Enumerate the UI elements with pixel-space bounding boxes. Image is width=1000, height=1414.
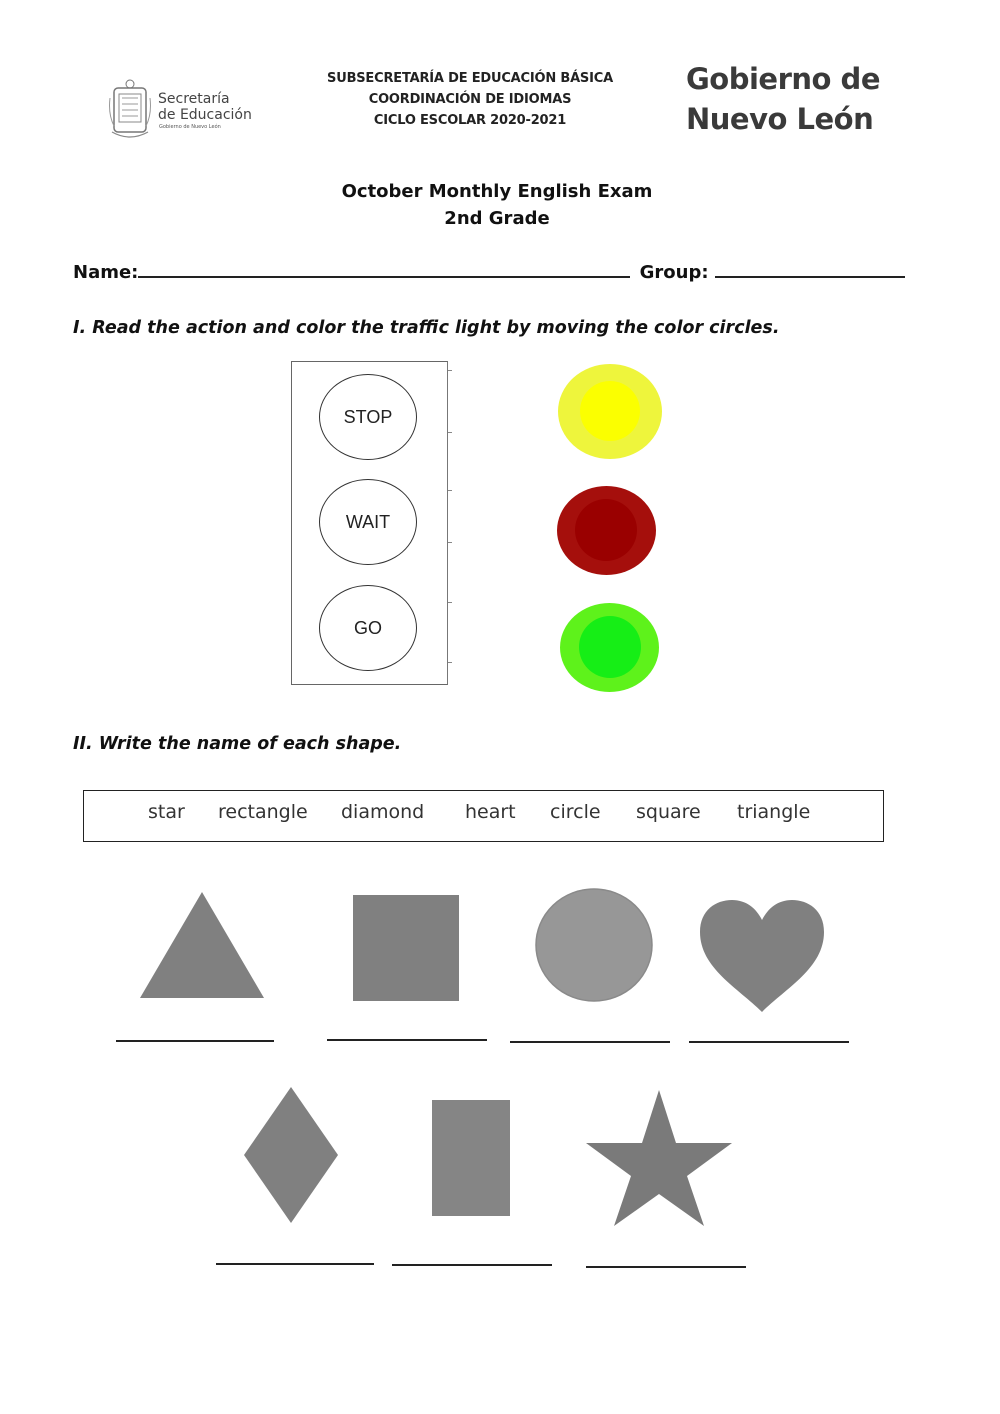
answer-line-triangle[interactable]	[116, 1040, 274, 1042]
red-color-circle[interactable]	[557, 486, 656, 575]
heart-shape	[698, 898, 826, 1014]
lamp-stop[interactable]	[319, 374, 417, 460]
group-label: Group:	[639, 262, 709, 283]
word-bank-item[interactable]: circle	[550, 801, 601, 823]
tick-mark	[448, 602, 452, 603]
answer-line-star[interactable]	[586, 1266, 746, 1268]
red-circle-inner	[575, 499, 637, 561]
green-circle-inner	[579, 616, 641, 678]
triangle-shape	[138, 890, 266, 1002]
word-bank-item[interactable]: star	[148, 801, 185, 823]
circle-shape	[534, 887, 654, 1003]
name-field[interactable]	[138, 262, 630, 278]
green-color-circle[interactable]	[560, 603, 659, 692]
yellow-color-circle[interactable]	[558, 364, 662, 459]
exam-title: October Monthly English Exam	[341, 181, 653, 202]
secretaria-label-line2: de Educación	[158, 107, 252, 123]
tick-mark	[448, 662, 452, 663]
square-shape	[352, 894, 460, 1002]
section1-instruction: I. Read the action and color the traffic light by moving the color circles.	[73, 318, 780, 338]
word-bank-item[interactable]: heart	[465, 801, 516, 823]
name-label: Name:	[73, 262, 139, 283]
section2-instruction: II. Write the name of each shape.	[73, 734, 402, 754]
answer-line-rectangle[interactable]	[392, 1264, 552, 1266]
lamp-wait[interactable]	[319, 479, 417, 565]
word-bank-item[interactable]: triangle	[737, 801, 811, 823]
answer-line-square[interactable]	[327, 1039, 487, 1041]
tick-mark	[448, 370, 452, 371]
word-bank-item[interactable]: rectangle	[218, 801, 308, 823]
answer-line-heart[interactable]	[689, 1041, 849, 1043]
gobierno-logo-line1: Gobierno de	[686, 62, 880, 96]
word-bank-item[interactable]: diamond	[341, 801, 425, 823]
word-bank	[83, 790, 884, 842]
answer-line-circle[interactable]	[510, 1041, 670, 1043]
gobierno-logo-line2: Nuevo León	[686, 102, 874, 136]
answer-line-diamond[interactable]	[216, 1263, 374, 1265]
exam-grade: 2nd Grade	[444, 208, 550, 229]
traffic-light	[291, 361, 448, 685]
lamp-go[interactable]	[319, 585, 417, 671]
name-group-row	[73, 262, 905, 283]
tick-mark	[448, 542, 452, 543]
secretaria-label-line1: Secretaría	[158, 91, 230, 107]
group-field[interactable]	[715, 262, 905, 278]
secretaria-label-line3: Gobierno de Nuevo León	[159, 124, 221, 130]
rectangle-shape	[431, 1099, 511, 1217]
lamp-wait-label: WAIT	[345, 511, 391, 532]
lamp-go-label: GO	[353, 617, 382, 638]
yellow-circle-inner	[580, 381, 640, 441]
lamp-stop-label: STOP	[343, 406, 393, 427]
header-coordinacion: COORDINACIÓN DE IDIOMAS	[368, 92, 572, 107]
word-bank-item[interactable]: square	[636, 801, 701, 823]
tick-mark	[448, 432, 452, 433]
star-shape	[584, 1088, 734, 1228]
header-ciclo: CICLO ESCOLAR 2020-2021	[373, 113, 567, 128]
tick-mark	[448, 490, 452, 491]
diamond-shape	[242, 1085, 340, 1225]
header-subsecretaria: SUBSECRETARÍA DE EDUCACIÓN BÁSICA	[327, 71, 613, 86]
state-seal-icon	[108, 78, 152, 142]
